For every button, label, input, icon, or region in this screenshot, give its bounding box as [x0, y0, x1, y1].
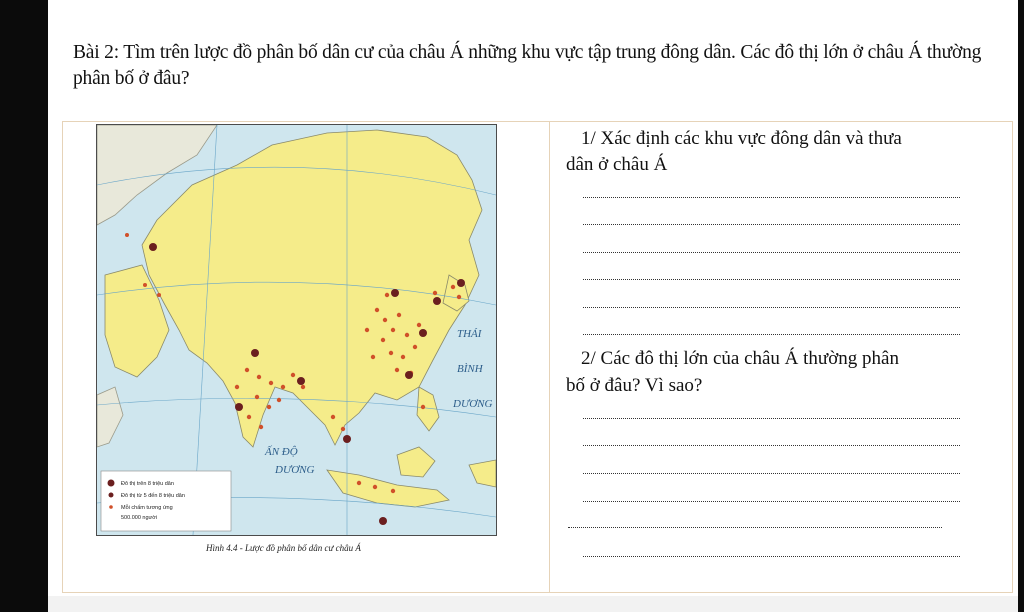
map-label-duong-indian: DƯƠNG	[275, 464, 315, 476]
answer-line[interactable]	[583, 306, 960, 308]
legend-item-3: Mỗi chấm tương ứng	[121, 505, 173, 511]
task1-line2: dân ở châu Á	[566, 154, 668, 175]
task1-line1: 1/ Xác định các khu vực đông dân và thưa	[581, 128, 902, 149]
answer-line[interactable]	[583, 251, 960, 253]
map-label-thai: THÁI	[457, 328, 482, 340]
legend-item-4: 500.000 người	[121, 515, 158, 521]
task2-line1: 2/ Các đô thị lớn của châu Á thường phân	[581, 348, 899, 369]
answer-line[interactable]	[583, 278, 960, 280]
map-caption: Hình 4.4 - Lược đồ phân bố dân cư châu Á	[206, 543, 361, 553]
map-label-an-do: ẤN ĐỘ	[265, 446, 298, 458]
left-black-border	[0, 0, 48, 612]
question-text: Bài 2: Tìm trên lược đồ phân bố dân cư của châu Á những khu vực tập trung đông dân. Các đô thị lớn ở châu Á thường phân bố ở đâu?	[73, 42, 982, 89]
answer-line[interactable]	[583, 223, 960, 225]
answer-line[interactable]	[583, 500, 960, 502]
answer-line[interactable]	[583, 555, 960, 557]
answer-line[interactable]	[583, 333, 960, 335]
legend-item-2: Đô thị từ 5 đến 8 triệu dân	[121, 493, 185, 499]
answer-line[interactable]	[568, 526, 942, 528]
answer-line[interactable]	[583, 472, 960, 474]
right-black-border	[1018, 0, 1024, 612]
panel-divider	[549, 121, 550, 593]
map-label-duong-pacific: DƯƠNG	[453, 398, 493, 410]
answer-line[interactable]	[583, 196, 960, 198]
map-legend	[101, 471, 231, 531]
task2-line2: bố ở đâu? Vì sao?	[566, 375, 703, 396]
answer-line[interactable]	[583, 444, 960, 446]
bottom-strip	[48, 596, 1018, 612]
map-label-binh: BÌNH	[457, 363, 483, 375]
legend-item-1: Đô thị trên 8 triệu dân	[121, 481, 174, 487]
asia-population-map	[96, 124, 497, 536]
answer-line[interactable]	[583, 417, 960, 419]
